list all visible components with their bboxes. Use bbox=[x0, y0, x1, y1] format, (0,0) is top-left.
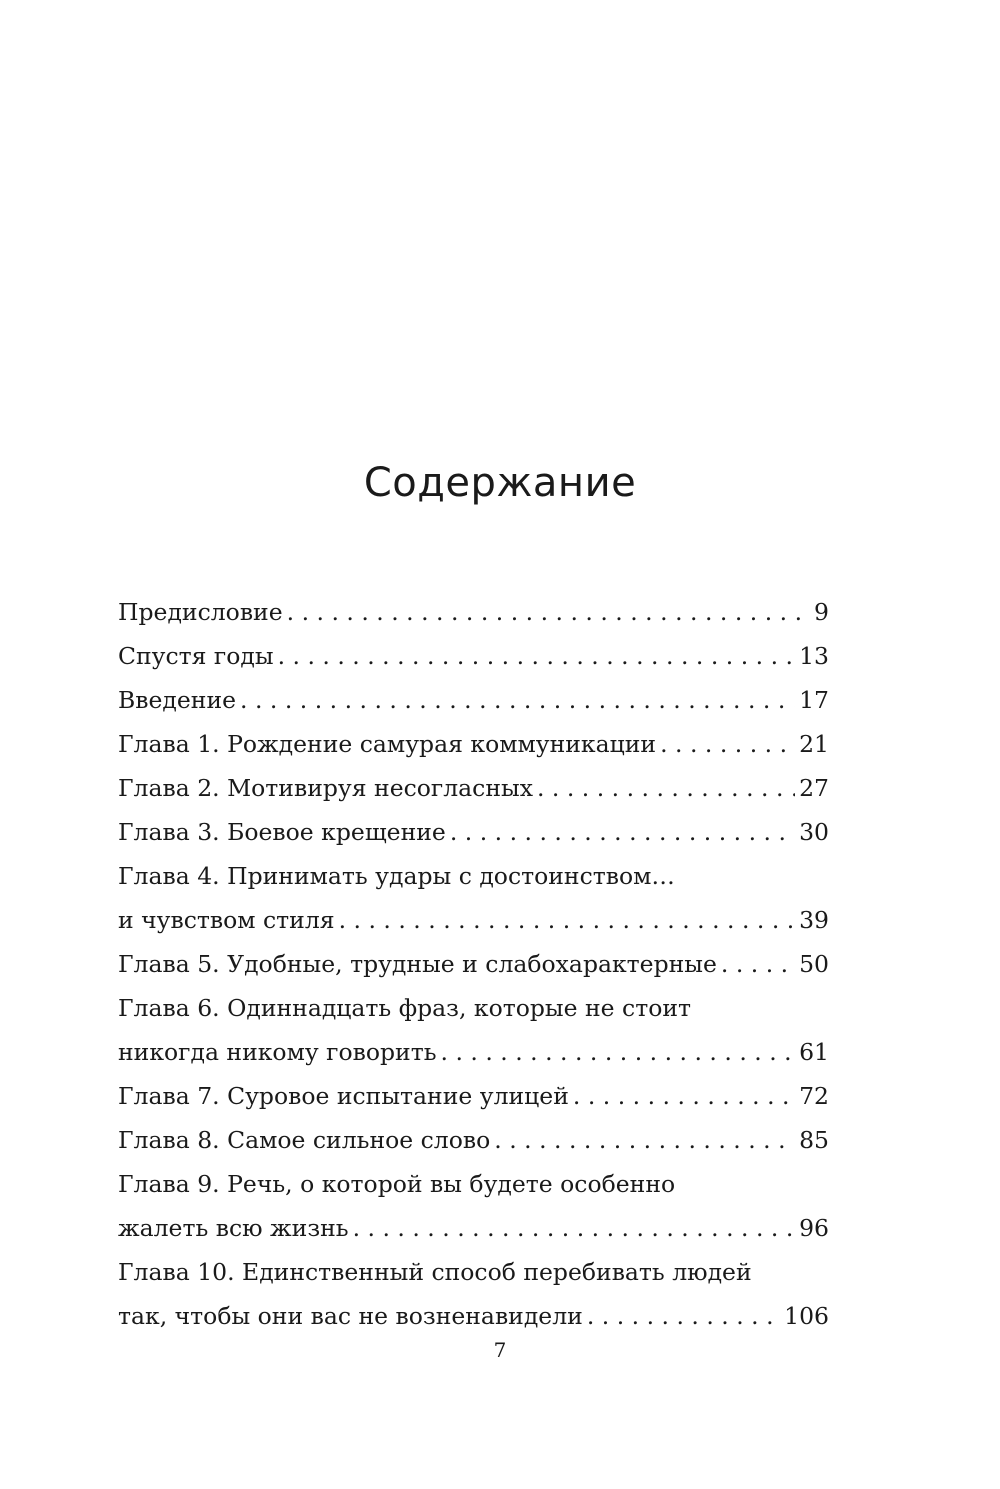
dot-leader bbox=[278, 634, 796, 678]
toc-entry bbox=[118, 854, 829, 942]
dot-leader bbox=[441, 1030, 796, 1074]
toc-entry bbox=[118, 722, 829, 766]
toc-entry-page: 72 bbox=[799, 1082, 829, 1110]
toc-entry-title-line: Глава 4. Принимать удары с достоинством… bbox=[118, 862, 675, 890]
dot-leader bbox=[587, 1294, 780, 1338]
toc-entry-page: 17 bbox=[799, 686, 829, 714]
toc-entry-page: 30 bbox=[799, 818, 829, 846]
toc-entry-title: Глава 1. Рождение самурая коммуникации bbox=[118, 730, 657, 758]
toc-entry-line bbox=[118, 678, 829, 722]
toc-entry-line bbox=[118, 898, 829, 942]
toc-entry-line bbox=[118, 942, 829, 986]
toc-entry-title: Глава 3. Боевое крещение bbox=[118, 818, 446, 846]
toc-entry-title: Глава 7. Суровое испытание улицей bbox=[118, 1082, 569, 1110]
toc-entry bbox=[118, 678, 829, 722]
toc-entry-page: 85 bbox=[799, 1126, 829, 1154]
toc-entry bbox=[118, 1074, 829, 1118]
toc-entry bbox=[118, 590, 829, 634]
toc-entry-page: 61 bbox=[799, 1038, 829, 1066]
dot-leader bbox=[573, 1074, 795, 1118]
toc-entry-title: Предисловие bbox=[118, 598, 283, 626]
dot-leader bbox=[494, 1118, 795, 1162]
toc-entry-title: и чувством стиля bbox=[118, 906, 335, 934]
page-number: 7 bbox=[493, 1338, 507, 1362]
toc-entry-line bbox=[118, 1030, 829, 1074]
toc-entry-title: так, чтобы они вас не возненавидели bbox=[118, 1302, 583, 1330]
dot-leader bbox=[537, 766, 795, 810]
dot-leader bbox=[660, 722, 795, 766]
toc-entry-line bbox=[118, 766, 829, 810]
toc-entry-title: жалеть всю жизнь bbox=[118, 1214, 349, 1242]
toc-entry-title: Глава 2. Мотивируя несогласных bbox=[118, 774, 533, 802]
toc-entry-title: Глава 5. Удобные, трудные и слабохарактерные bbox=[118, 950, 717, 978]
toc-entry-page: 13 bbox=[799, 642, 829, 670]
toc-entry-line bbox=[118, 590, 829, 634]
toc-entry bbox=[118, 766, 829, 810]
toc-entry bbox=[118, 1162, 829, 1250]
toc-entry bbox=[118, 810, 829, 854]
toc-entry-title: Глава 8. Самое сильное слово bbox=[118, 1126, 491, 1154]
toc-entry bbox=[118, 1118, 829, 1162]
dot-leader bbox=[287, 590, 810, 634]
toc-entry bbox=[118, 634, 829, 678]
table-of-contents bbox=[118, 590, 829, 1338]
dot-leader bbox=[721, 942, 795, 986]
toc-entry-line bbox=[118, 1074, 829, 1118]
toc-entry bbox=[118, 1250, 829, 1338]
page-title: Содержание bbox=[363, 459, 637, 506]
toc-entry-line bbox=[118, 1118, 829, 1162]
toc-entry bbox=[118, 986, 829, 1074]
toc-entry-line bbox=[118, 810, 829, 854]
toc-entry-line bbox=[118, 722, 829, 766]
toc-entry-title-line: Глава 9. Речь, о которой вы будете особенно bbox=[118, 1170, 676, 1198]
toc-entry-title: Введение bbox=[118, 686, 237, 714]
toc-entry-title-line: Глава 10. Единственный способ перебивать людей bbox=[118, 1258, 752, 1286]
dot-leader bbox=[240, 678, 795, 722]
toc-entry bbox=[118, 942, 829, 986]
toc-entry-line bbox=[118, 634, 829, 678]
toc-entry-title: Спустя годы bbox=[118, 642, 274, 670]
dot-leader bbox=[450, 810, 795, 854]
toc-entry-page: 106 bbox=[784, 1302, 829, 1330]
dot-leader bbox=[353, 1206, 795, 1250]
toc-entry-page: 27 bbox=[799, 774, 829, 802]
toc-entry-page: 50 bbox=[799, 950, 829, 978]
toc-entry-page: 21 bbox=[799, 730, 829, 758]
toc-entry-title: никогда никому говорить bbox=[118, 1038, 437, 1066]
toc-entry-page: 9 bbox=[814, 598, 829, 626]
toc-entry-line bbox=[118, 1294, 829, 1338]
toc-entry-line bbox=[118, 1206, 829, 1250]
toc-entry-title-line: Глава 6. Одиннадцать фраз, которые не стоит bbox=[118, 994, 692, 1022]
toc-entry-page: 39 bbox=[799, 906, 829, 934]
dot-leader bbox=[339, 898, 795, 942]
toc-entry-page: 96 bbox=[799, 1214, 829, 1242]
